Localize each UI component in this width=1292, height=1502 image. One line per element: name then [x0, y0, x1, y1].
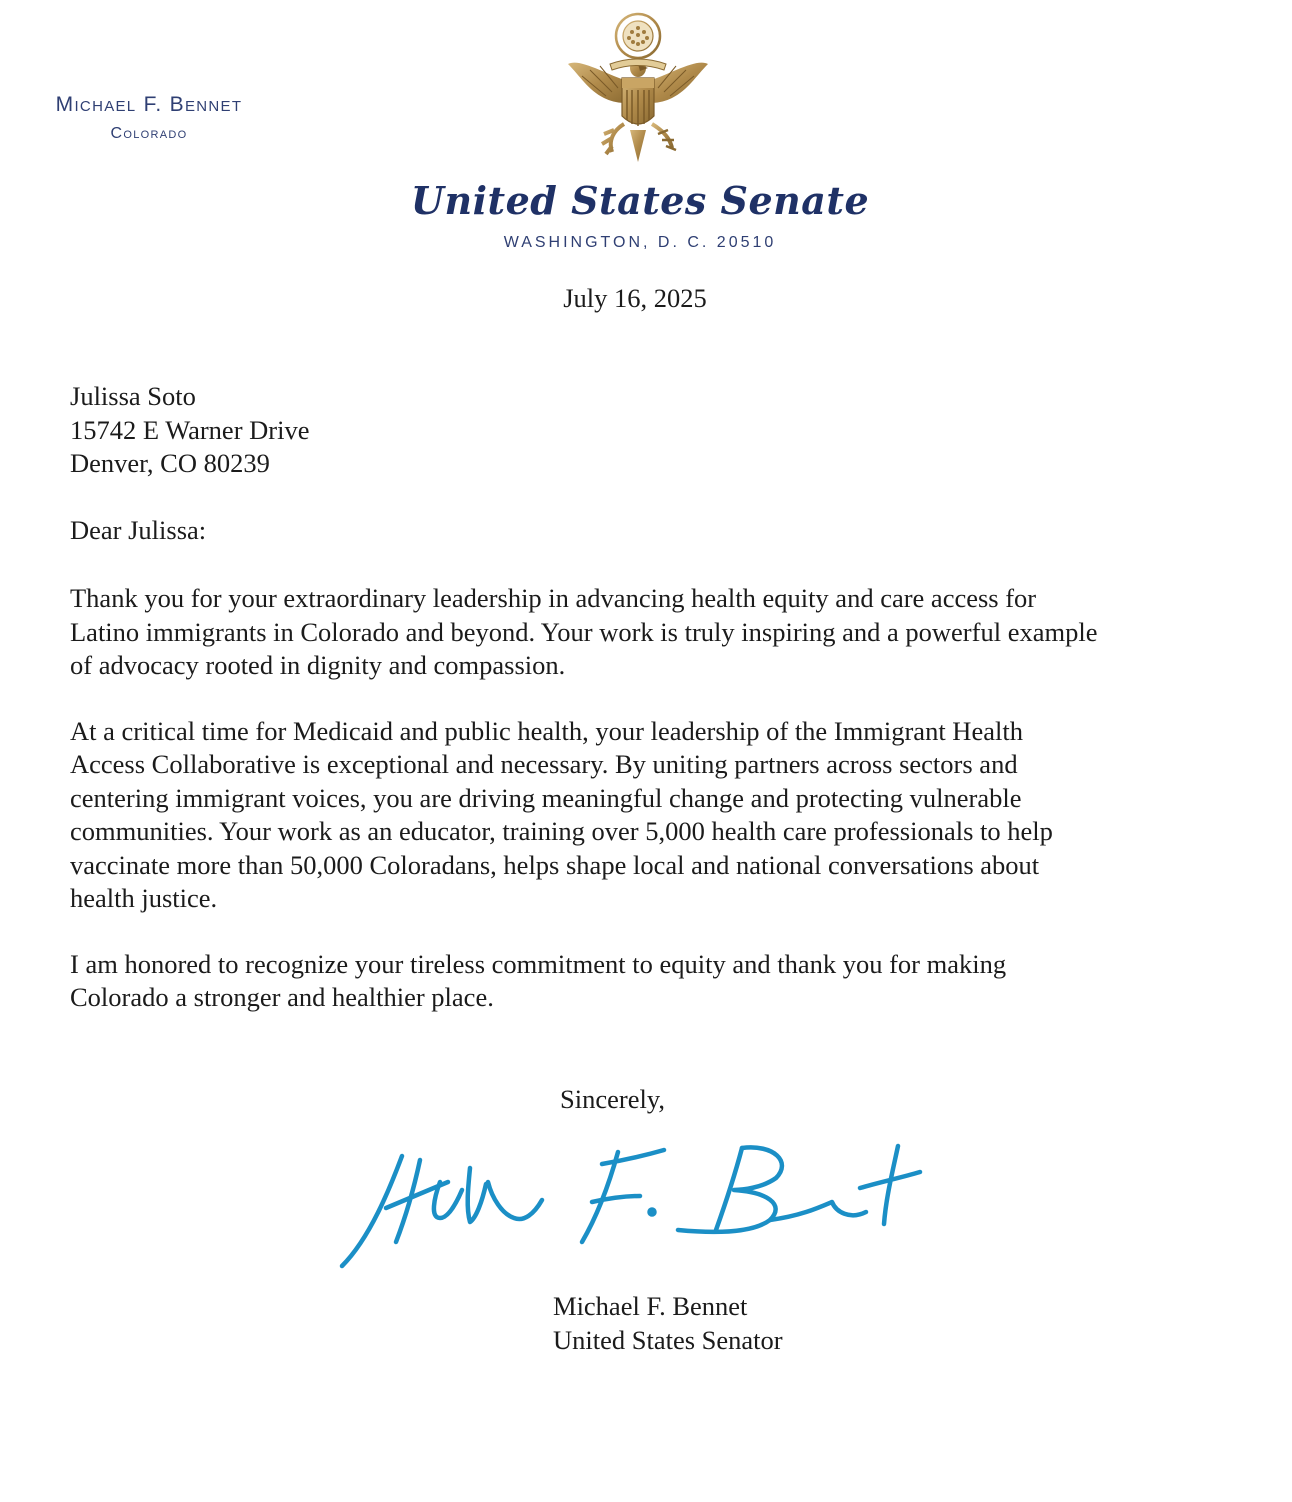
recipient-name: Julissa Soto: [70, 381, 196, 411]
body-paragraph: [70, 715, 1210, 916]
body-line: communities. Your work as an educator, training over 5,000 health care professionals to help: [70, 816, 1053, 846]
letter-body: [70, 582, 1210, 1047]
signer-block: [553, 1290, 783, 1357]
signer-name: Michael F. Bennet: [553, 1291, 748, 1321]
great-seal-eagle-icon: [560, 6, 716, 168]
body-line: health justice.: [70, 883, 218, 913]
body-line: I am honored to recognize your tireless commitment to equity and thank you for making: [70, 948, 1007, 979]
recipient-street: 15742 E Warner Drive: [70, 414, 310, 445]
body-line: centering immigrant voices, you are driving meaningful change and protecting vulnerable: [70, 782, 1022, 813]
letter-date: July 16, 2025: [563, 283, 707, 313]
body-line: Colorado a stronger and healthier place.: [70, 982, 494, 1012]
body-line: of advocacy rooted in dignity and compassion.: [70, 650, 566, 680]
handwritten-signature: [330, 1138, 930, 1278]
body-line: Access Collaborative is exceptional and necessary. By uniting partners across sectors and: [70, 749, 1018, 779]
recipient-address: [70, 380, 309, 481]
body-line: At a critical time for Medicaid and public health, your leadership of the Immigrant Health: [70, 715, 1023, 746]
body-paragraph: [70, 582, 1210, 683]
sender-block: [26, 92, 272, 145]
closing: Sincerely,: [560, 1084, 665, 1114]
salutation: Dear Julissa:: [70, 515, 207, 545]
body-line: Thank you for your extraordinary leadership in advancing health equity and care access for: [70, 583, 1037, 613]
body-line: vaccinate more than 50,000 Coloradans, helps shape local and national conversations about: [70, 849, 1040, 880]
chamber-city: WASHINGTON, D. C. 20510: [503, 234, 777, 251]
body-line: Latino immigrants in Colorado and beyond. Your work is truly inspiring and a powerful example: [70, 616, 1098, 647]
sender-name: Michael F. Bennet: [55, 93, 243, 116]
signer-title: United States Senator: [553, 1324, 783, 1355]
body-paragraph: [70, 948, 1210, 1015]
sender-state: Colorado: [110, 125, 188, 142]
recipient-city-state-zip: Denver, CO 80239: [70, 448, 270, 478]
chamber-name: United States Senate: [410, 178, 870, 223]
